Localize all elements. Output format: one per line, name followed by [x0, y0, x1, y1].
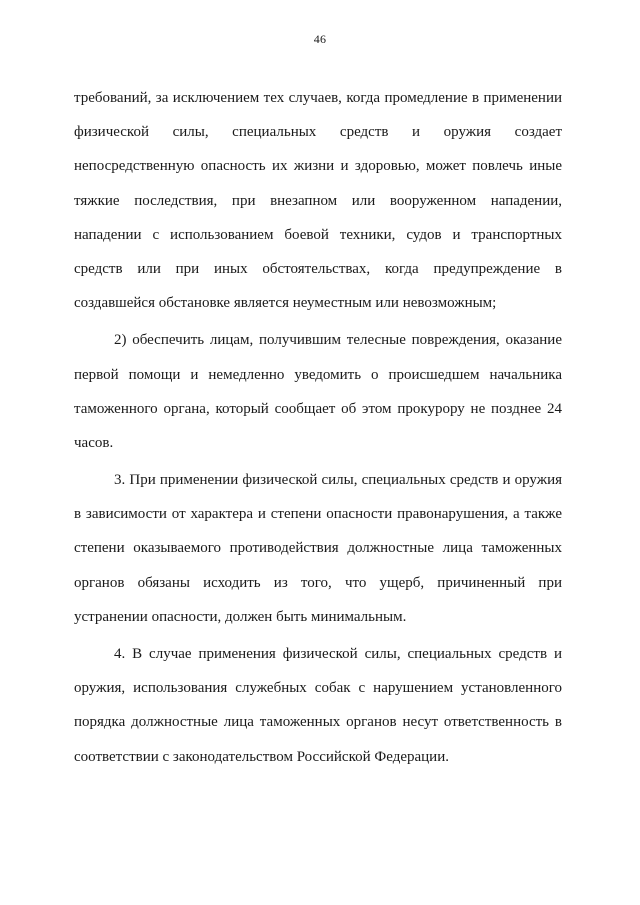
- text-line: соответствии с законодательством Российской Федерации.: [74, 748, 449, 765]
- page-number: 46: [313, 32, 327, 46]
- text-line: устранении опасности, должен быть минимальным.: [74, 608, 407, 625]
- text-line: физической силы, специальных средств и оружия создает: [74, 124, 562, 141]
- paragraph-section-3: [74, 463, 562, 634]
- text-line: 2) обеспечить лицам, получившим телесные повреждения, оказание: [114, 332, 562, 349]
- text-line: создавшейся обстановке является неуместным или невозможным;: [74, 295, 497, 312]
- paragraph-section-4: [74, 637, 562, 774]
- text-line: 4. В случае применения физической силы, специальных средств и: [114, 646, 562, 662]
- text-line: часов.: [74, 434, 114, 451]
- paragraph-continuation: [74, 81, 562, 320]
- text-line: таможенного органа, который сообщает об этом прокурору не позднее 24: [74, 400, 562, 417]
- text-line: степени оказываемого противодействия должностные лица таможенных: [74, 540, 562, 557]
- text-line: органов обязаны исходить из того, что ущерб, причиненный при: [74, 574, 562, 591]
- document-body: [74, 81, 562, 774]
- text-line: в зависимости от характера и степени опасности правонарушения, а также: [74, 506, 562, 523]
- text-line: порядка должностные лица таможенных органов несут ответственность в: [74, 714, 562, 731]
- text-line: первой помощи и немедленно уведомить о происшедшем начальника: [74, 366, 562, 383]
- text-line: тяжкие последствия, при внезапном или вооруженном нападении,: [74, 192, 562, 209]
- text-line: требований, за исключением тех случаев, когда промедление в применении: [74, 90, 562, 106]
- text-line: нападении с использованием боевой техники, судов и транспортных: [74, 226, 562, 243]
- text-line: средств или при иных обстоятельствах, когда предупреждение в: [74, 260, 562, 277]
- text-line: 3. При применении физической силы, специальных средств и оружия: [114, 472, 562, 489]
- paragraph-item-2: [74, 323, 562, 460]
- text-line: непосредственную опасность их жизни и здоровью, может повлечь иные: [74, 158, 562, 175]
- text-line: оружия, использования служебных собак с нарушением установленного: [74, 680, 562, 697]
